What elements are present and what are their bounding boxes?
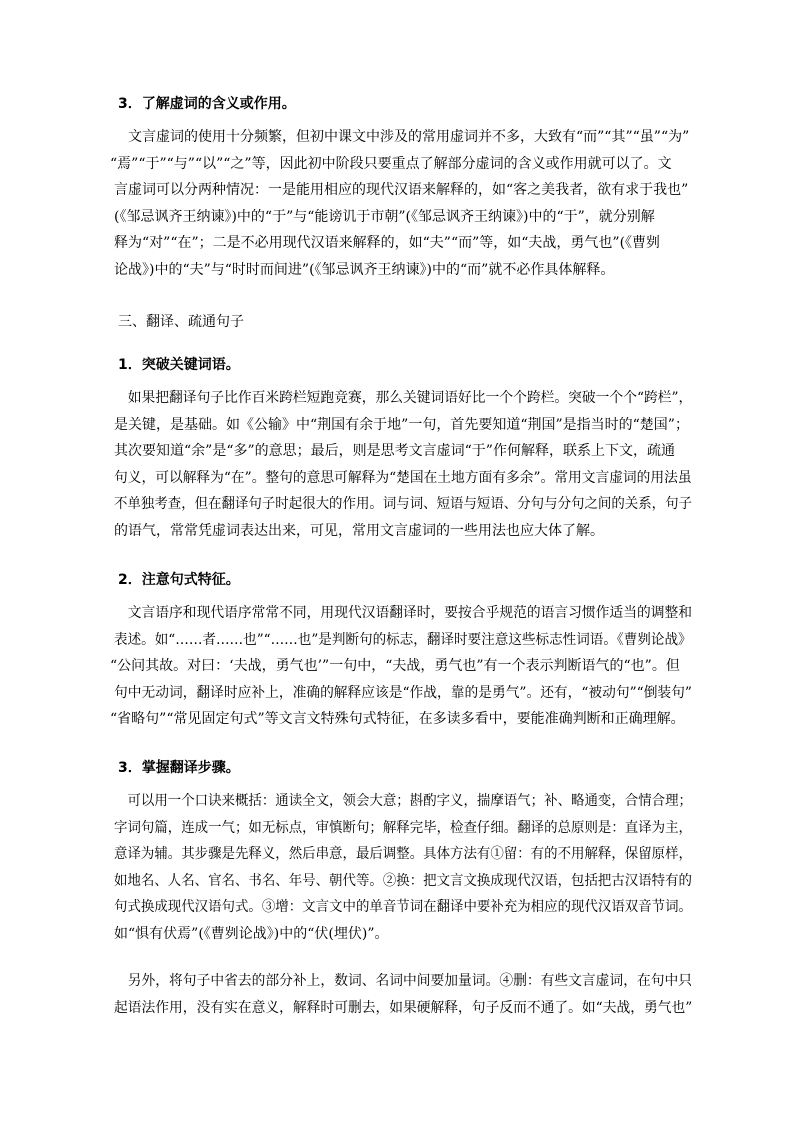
paragraph-line: 另外，将句子中省去的部分补上，数词、名词中间要加量词。④删：有些文言虚词，在句中只 [114,973,693,989]
paragraph [114,385,694,544]
section-key-words [114,357,693,539]
section-heading: 3．掌握翻译步骤。 [118,760,240,776]
section-heading: 2．注意句式特征。 [118,572,240,588]
paragraph-line: 如地名、人名、官名、书名、年号、朝代等。②换：把文言文换成现代汉语，包括把古汉语特有的 [114,872,692,889]
paragraph [114,968,694,1021]
paragraph-line: 如果把翻译句子比作百米跨栏短跑竞赛，那么关键词语好比一个个跨栏。突破一个个“跨栏”， [114,390,693,406]
paragraph-line: 其次要知道“余”是“多”的意思；最后，则是思考文言虚词“于”作何解释，联系上下文，疏通 [114,443,675,459]
paragraph [110,124,694,283]
paragraph-line: 不单独考查，但在翻译句子时起很大的作用。词与词、短语与短语、分句与分句之间的关系，句子 [114,496,692,512]
section-heading: 3．了解虚词的含义或作用。 [118,96,296,112]
paragraph-line: 如“惧有伏焉”(《曹刿论战》)中的“伏(埋伏)”。 [114,925,389,942]
paragraph-line: 文言语序和现代语序常常不同，用现代汉语翻译时，要按合乎规范的语言习惯作适当的调整和 [114,605,693,621]
paragraph-line: 的语气，常常凭虚词表达出来，可见，常用文言虚词的一些用法也应大体了解。 [114,522,604,539]
paragraph-line: (《邹忌讽齐王纳谏》)中的“于”与“能谤讥于市朝”(《邹忌讽齐王纳谏》)中的“于”，就分别解 [114,208,655,225]
paragraph-line: 论战》)中的“夫”与“时时而间进”(《邹忌讽齐王纳谏》)中的“而”就不必作具体解释。 [114,261,615,278]
section-function-words [110,96,690,278]
paragraph-line: 释为“对”“在”；二是不必用现代汉语来解释的，如“夫”“而”等，如“夫战，勇气也”(《曹刿 [114,235,661,251]
paragraph [110,600,694,733]
section-heading: 1．突破关键词语。 [118,357,240,373]
section-translate-sentences [118,314,688,330]
paragraph-line: 言虚词可以分两种情况：一是能用相应的现代汉语来解释的，如“客之美我者，欲有求于我也” [114,182,689,198]
paragraph-line: 文言虚词的使用十分频繁，但初中课文中涉及的常用虚词并不多，大致有“而”“其”“虽”“为” [114,129,690,145]
paragraph-line: 可以用一个口诀来概括：通读全文，领会大意；斟酌字义，揣摩语气；补、略通变，合情合理； [114,793,692,809]
section-heading: 三、翻译、疏通句子 [118,314,244,330]
paragraph-line: 表述。如“……者……也”“……也”是判断句的标志，翻译时要注意这些标志性词语。《曹刿论战》 [114,631,692,648]
section-translation-steps [114,760,692,942]
paragraph-line: “焉”“于”“与”“以”“之”等，因此初中阶段只要重点了解部分虚词的含义或作用就可以了。文 [110,155,672,172]
paragraph-line: 意译为辅。其步骤是先释义，然后串意，最后调整。具体方法有①留：有的不用解释，保留原样， [114,846,692,862]
paragraph-line: 句义，可以解释为“在”。整句的意思可解释为“楚国在土地方面有多余”。常用文言虚词的用法虽 [114,469,692,486]
paragraph-line: 起语法作用，没有实在意义，解释时可删去，如果硬解释，句子反而不通了。如“夫战，勇气也” [114,999,693,1016]
paragraph-line: 是关键，是基础。如《公输》中“荆国有余于地”一句，首先要知道“荆国”是指当时的“楚国”； [114,416,689,433]
paragraph-line: 字词句篇，连成一气；如无标点，审慎断句；解释完毕，检查仔细。翻译的总原则是：直译为主， [114,819,692,836]
paragraph-line: “公问其故。对曰：‘夫战，勇气也’”一句中，“夫战，勇气也”有一个表示判断语气的“也”。但 [110,658,680,674]
paragraph-line: 句中无动词，翻译时应补上，准确的解释应该是“作战，靠的是勇气”。还有，“被动句”“倒装句” [114,684,692,701]
section-sentence-patterns [110,572,693,727]
paragraph-line: “省略句”“常见固定句式”等文言文特殊句式特征，在多读多看中，要能准确判断和正确理解。 [110,711,685,727]
paragraph-line: 句式换成现代汉语句式。③增：文言文中的单音节词在翻译中要补充为相应的现代汉语双音节词。 [114,899,692,915]
paragraph [114,788,694,947]
